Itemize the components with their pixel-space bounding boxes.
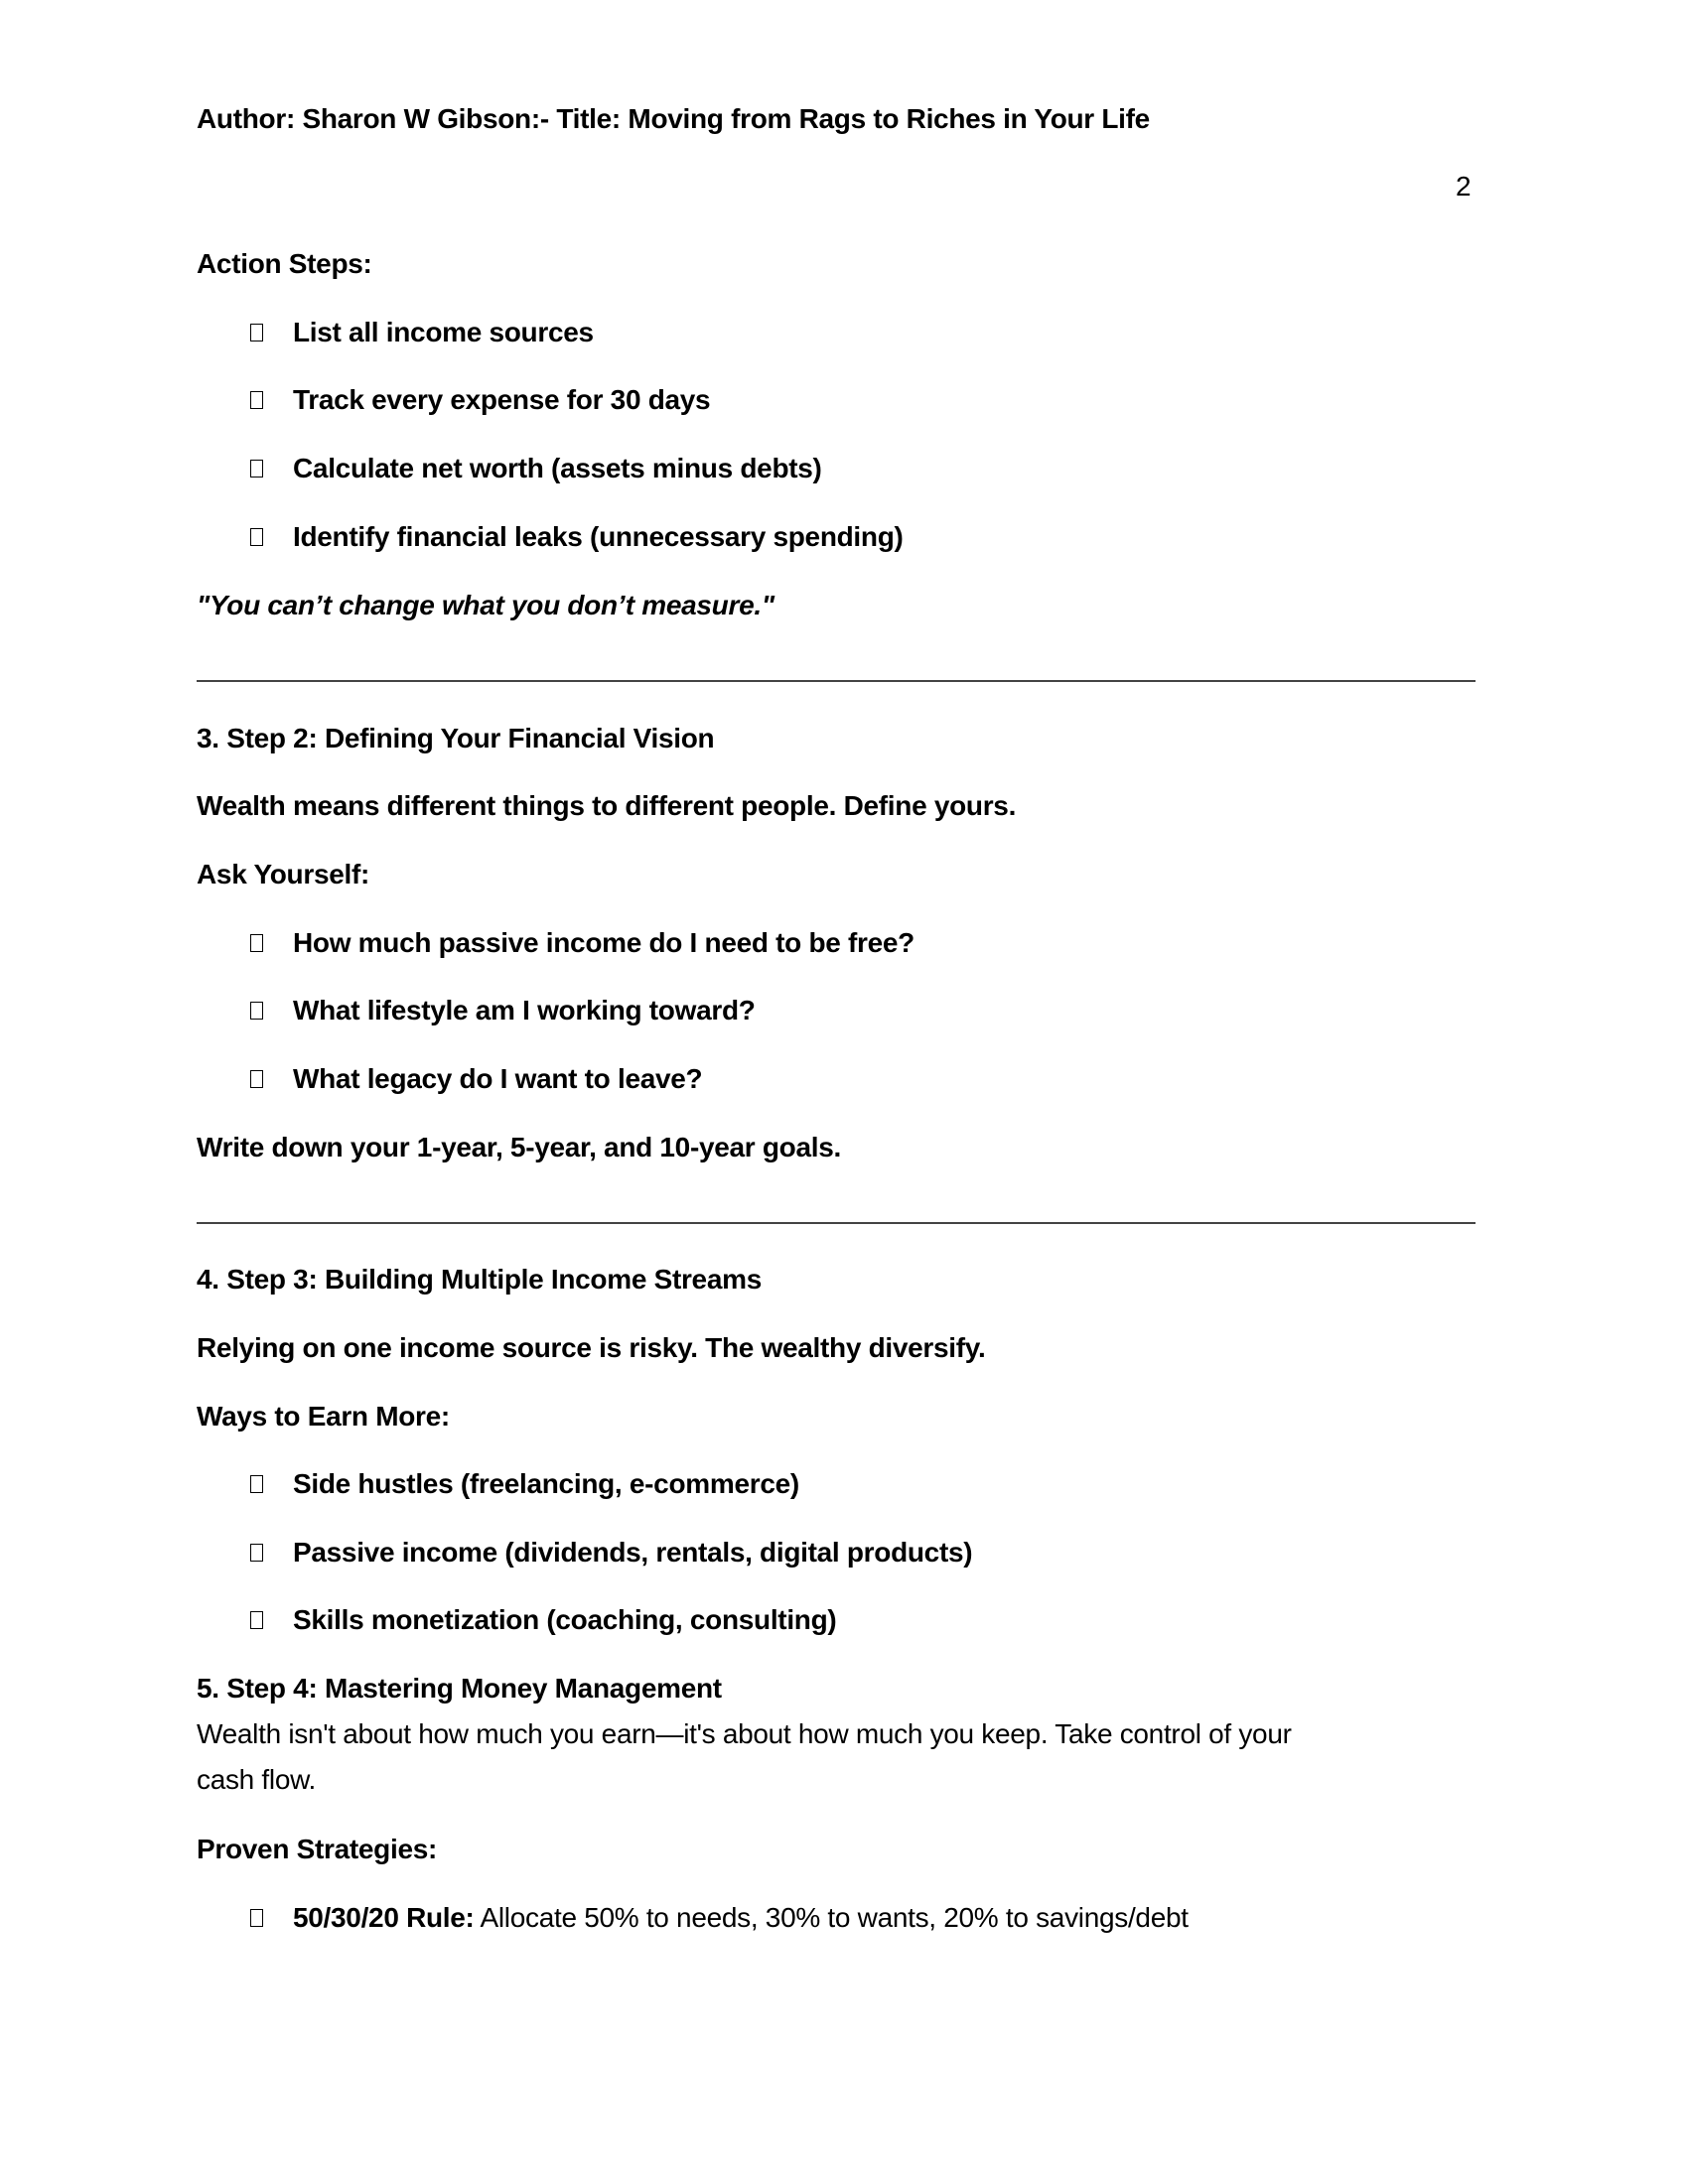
- list-item: [250, 315, 594, 350]
- list-item-text: What lifestyle am I working toward?: [293, 995, 756, 1025]
- checkbox-icon: [250, 1475, 263, 1493]
- section-heading-step-2: 3. Step 2: Defining Your Financial Vision: [197, 723, 715, 753]
- list-item-text: How much passive income do I need to be free?: [293, 927, 914, 958]
- list-item-text: List all income sources: [293, 317, 594, 347]
- quote: "You can’t change what you don’t measure.": [197, 590, 774, 620]
- list-item: [250, 519, 904, 555]
- list-item: [250, 382, 710, 418]
- section-heading-step-3: 4. Step 3: Building Multiple Income Streams: [197, 1264, 762, 1295]
- checkbox-icon: [250, 528, 263, 546]
- section-intro: Wealth means different things to different people. Define yours.: [197, 790, 1017, 821]
- section-divider: [197, 1222, 1476, 1224]
- list-item-text: Skills monetization (coaching, consulting): [293, 1604, 837, 1635]
- list-item: [250, 1535, 972, 1570]
- list-item-text: Calculate net worth (assets minus debts): [293, 453, 822, 483]
- list-item: [250, 451, 822, 486]
- list-item: [250, 1900, 1189, 1936]
- list-item: [250, 1061, 702, 1097]
- list-item-text: What legacy do I want to leave?: [293, 1063, 703, 1094]
- page-number: 2: [1456, 171, 1472, 202]
- list-item: [250, 925, 914, 961]
- action-steps-heading: Action Steps:: [197, 248, 372, 279]
- checkbox-icon: [250, 1611, 263, 1629]
- subheading: Proven Strategies:: [197, 1834, 438, 1864]
- checkbox-icon: [250, 1909, 263, 1927]
- list-item: [250, 993, 756, 1028]
- closing-text: Write down your 1-year, 5-year, and 10-year goals.: [197, 1132, 841, 1162]
- strategy-label: 50/30/20 Rule:: [293, 1902, 475, 1933]
- subheading: Ask Yourself:: [197, 859, 370, 889]
- section-heading-step-4: 5. Step 4: Mastering Money Management: [197, 1673, 722, 1704]
- section-divider: [197, 680, 1476, 682]
- checkbox-icon: [250, 934, 263, 952]
- section-intro-continued: cash flow.: [197, 1764, 316, 1795]
- checkbox-icon: [250, 1002, 263, 1020]
- list-item-text: Side hustles (freelancing, e-commerce): [293, 1468, 799, 1499]
- checkbox-icon: [250, 324, 263, 341]
- running-header: Author: Sharon W Gibson:- Title: Moving from Rags to Riches in Your Life: [197, 103, 1150, 134]
- list-item-text: Track every expense for 30 days: [293, 384, 711, 415]
- section-intro: Wealth isn't about how much you earn—it's about how much you keep. Take control of your: [197, 1718, 1292, 1749]
- list-item-text: Passive income (dividends, rentals, digital products): [293, 1537, 973, 1568]
- list-item-text: Identify financial leaks (unnecessary spending): [293, 521, 904, 552]
- checkbox-icon: [250, 1544, 263, 1562]
- list-item: [250, 1466, 799, 1502]
- checkbox-icon: [250, 391, 263, 409]
- section-intro: Relying on one income source is risky. The wealthy diversify.: [197, 1332, 986, 1363]
- checkbox-icon: [250, 460, 263, 478]
- subheading: Ways to Earn More:: [197, 1401, 450, 1432]
- strategy-text: Allocate 50% to needs, 30% to wants, 20% to savings/debt: [474, 1902, 1189, 1933]
- list-item: [250, 1602, 836, 1638]
- checkbox-icon: [250, 1070, 263, 1088]
